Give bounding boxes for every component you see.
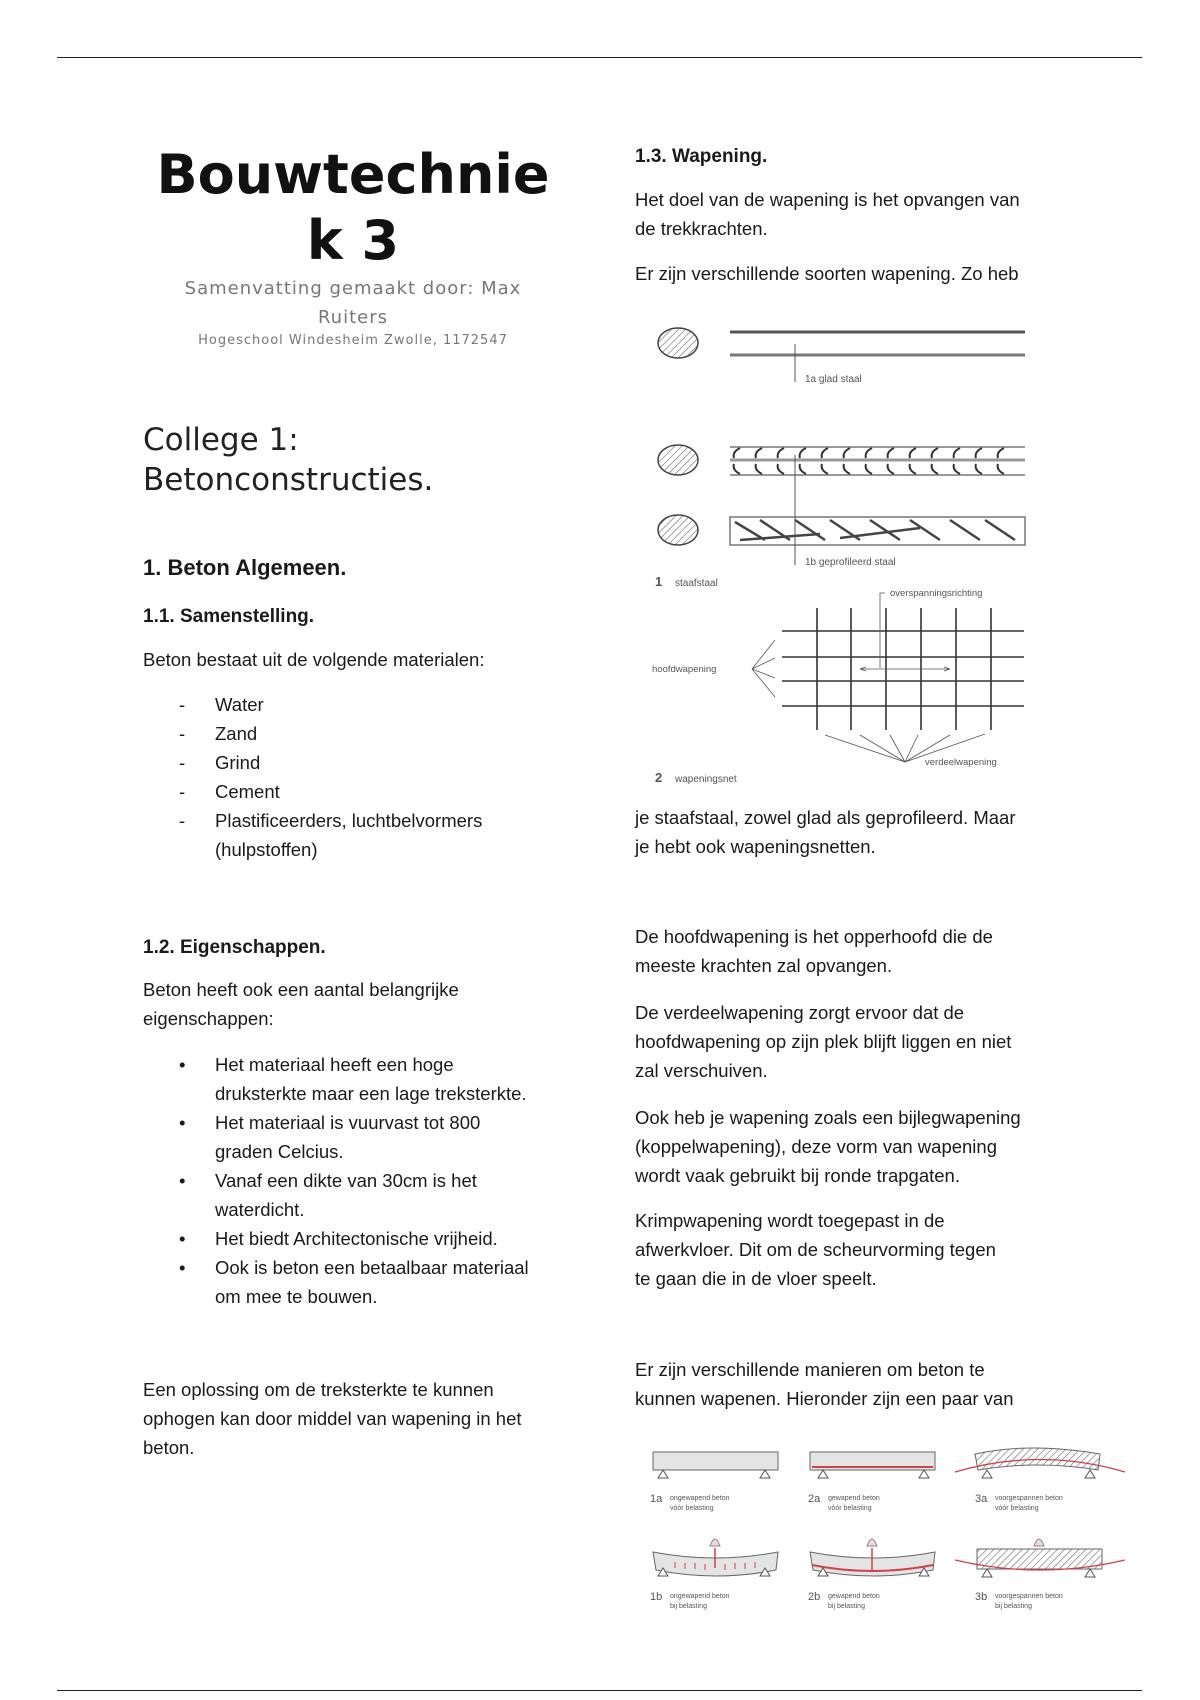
paragraph [635,1206,996,1293]
line: meeste krachten zal opvangen. [635,955,893,976]
item-text: om mee te bouwen. [215,1286,378,1307]
panel-number: 3b [975,1591,988,1603]
paragraph [635,922,993,980]
properties-list [143,1050,603,1311]
panel-label: gewapend beton [828,1593,880,1600]
paragraph: Er zijn verschillende soorten wapening. Zo heb [635,263,1019,284]
title-line: Bouwtechnie [156,143,550,206]
section-heading: 1. Beton Algemeen. [143,555,347,580]
materials-list [143,690,583,864]
panel-label: bij belasting [670,1603,707,1610]
panel-label: voorgespannen beton [995,1495,1063,1502]
list-item [143,1108,603,1166]
ribbed-bar-drawing [658,445,1025,565]
line: hoofdwapening op zijn plek blijft liggen en niet [635,1031,1012,1052]
label-span-direction: overspanningsrichting [890,588,983,599]
list-item [143,777,583,806]
panel-label: gewapend beton [828,1495,880,1502]
title-line: k 3 [306,209,400,272]
line: Krimpwapening wordt toegepast in de [635,1210,945,1231]
line: (koppelwapening), deze vorm van wapening [635,1136,997,1157]
line: Een oplossing om de treksterkte te kunnen [143,1379,494,1400]
beam-1b [653,1539,778,1576]
label-smooth-steel: 1a glad staal [805,374,862,385]
paragraph [635,1103,1021,1190]
paragraph [635,998,1011,1085]
line: zal verschuiven. [635,1060,768,1081]
item-text: Plastificeerders, luchtbelvormers [215,810,483,831]
dash-marker: - [179,694,186,715]
bullet-marker: • [179,1054,186,1075]
line: Ook heb je wapening zoals een bijlegwapening [635,1107,1021,1128]
author-text: Samenvatting gemaakt door: Max [184,278,522,299]
panel-number: 1a [650,1493,663,1505]
item-text: Grind [215,752,261,773]
institution: Hogeschool Windesheim Zwolle, 1172547 [198,333,508,348]
college-heading [143,420,433,500]
item-text: Zand [215,723,258,744]
panel-label: vóór belasting [828,1505,872,1512]
line: wordt vaak gebruikt bij ronde trapgaten. [635,1165,960,1186]
label-bar-steel: staafstaal [675,578,718,589]
figure-number: 1 [655,574,663,589]
panel-label: vóór belasting [670,1505,714,1512]
item-text: Ook is beton een betaalbaar materiaal [215,1257,529,1278]
paragraph [635,803,1015,861]
item-text: graden Celcius. [215,1141,344,1162]
paragraph [143,975,459,1033]
item-text: (hulpstoffen) [215,839,318,860]
author-line [143,274,563,332]
label-mesh: wapeningsnet [675,774,737,785]
list-item [143,719,583,748]
author-text: Ruiters [317,307,389,328]
document-title [143,142,563,274]
item-text: Het materiaal is vuurvast tot 800 [215,1112,481,1133]
subsection-heading: 1.2. Eigenschappen. [143,937,326,958]
panel-label: bij belasting [995,1603,1032,1610]
list-item [143,1050,603,1108]
item-text: waterdicht. [215,1199,305,1220]
dash-marker: - [179,752,186,773]
dash-marker: - [179,781,186,802]
line: de trekkrachten. [635,218,768,239]
item-text: Vanaf een dikte van 30cm is het [215,1170,477,1191]
beam-types-figure [630,1432,1150,1622]
beam-2a [810,1452,935,1478]
beam-3b [955,1539,1125,1577]
paragraph: Beton bestaat uit de volgende materialen: [143,649,485,670]
panel-label: ongewapend beton [670,1495,730,1502]
bullet-marker: • [179,1112,186,1133]
line: je hebt ook wapeningsnetten. [635,836,876,857]
panel-number: 3a [975,1493,988,1505]
list-item [143,806,583,864]
bullet-marker: • [179,1170,186,1191]
beam-2b [810,1539,935,1576]
paragraph [635,185,1020,243]
list-item [143,690,583,719]
paragraph [635,1355,1013,1413]
label-main-reinforcement: hoofdwapening [652,664,717,675]
line: Er zijn verschillende manieren om beton te [635,1359,985,1380]
panel-label: ongewapend beton [670,1593,730,1600]
line: kunnen wapenen. Hieronder zijn een paar van [635,1388,1014,1409]
bullet-marker: • [179,1257,186,1278]
college-line: Betonconstructies. [143,462,434,498]
line: Beton heeft ook een aantal belangrijke [143,979,459,1000]
line: beton. [143,1437,195,1458]
header-rule [57,57,1142,58]
college-line: College 1: [143,422,299,458]
panel-number: 2a [808,1493,821,1505]
line: te gaan die in de vloer speelt. [635,1268,877,1289]
label-distribution-reinforcement: verdeelwapening [925,757,997,768]
item-text: Water [215,694,264,715]
list-item [143,748,583,777]
item-text: Het biedt Architectonische vrijheid. [215,1228,498,1249]
panel-label: vóór belasting [995,1505,1039,1512]
line: eigenschappen: [143,1008,274,1029]
line: ophogen kan door middel van wapening in het [143,1408,522,1429]
beam-1a [653,1452,778,1478]
line: De verdeelwapening zorgt ervoor dat de [635,1002,965,1023]
reinforcement-figure [580,300,1040,785]
item-text: Het materiaal heeft een hoge [215,1054,454,1075]
panel-label: voorgespannen beton [995,1593,1063,1600]
paragraph [143,1375,522,1462]
panel-number: 1b [650,1591,663,1603]
panel-number: 2b [808,1591,821,1603]
list-item [143,1253,603,1311]
line: je staafstaal, zowel glad als geprofileerd. Maar [635,807,1016,828]
label-profiled-steel: 1b geprofileerd staal [805,557,896,568]
line: afwerkvloer. Dit om de scheurvorming tegen [635,1239,996,1260]
panel-label: bij belasting [828,1603,865,1610]
dash-marker: - [179,723,186,744]
subsection-heading: 1.3. Wapening. [635,146,768,167]
beam-3a [955,1448,1125,1478]
mesh-leaders [752,593,985,762]
item-text: Cement [215,781,280,802]
figure-number: 2 [655,770,663,785]
list-item [143,1166,603,1224]
item-text: druksterkte maar een lage treksterkte. [215,1083,527,1104]
subsection-heading: 1.1. Samenstelling. [143,606,315,627]
bullet-marker: • [179,1228,186,1249]
dash-marker: - [179,810,186,831]
list-item [143,1224,603,1253]
line: De hoofdwapening is het opperhoofd die de [635,926,993,947]
footer-rule [57,1690,1142,1691]
line: Het doel van de wapening is het opvangen van [635,189,1020,210]
